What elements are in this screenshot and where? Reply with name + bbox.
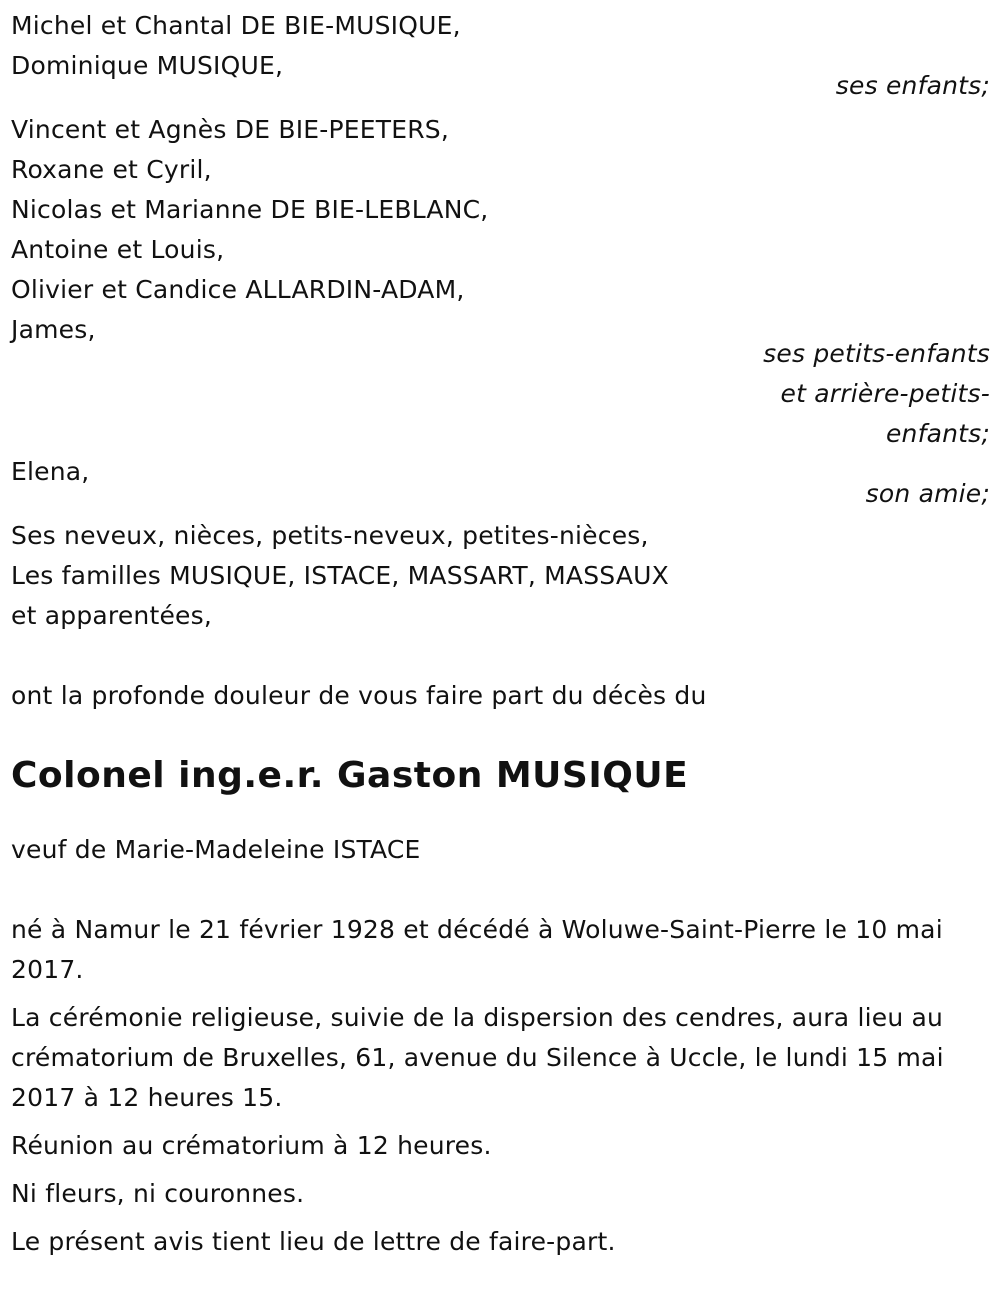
- announcement-text: [11, 676, 990, 716]
- ceremony-line-1: La cérémonie religieuse, suivie de la dispersion des cendres, aura lieu au: [11, 1003, 944, 1032]
- meeting-line: Réunion au crématorium à 12 heures.: [11, 1131, 492, 1160]
- widower-text: [11, 830, 990, 870]
- ceremony-line-3: 2017 à 12 heures 15.: [11, 1083, 283, 1112]
- announcement-line: ont la profonde douleur de vous faire part du décès du: [11, 681, 707, 710]
- birth-death-line-1: né à Namur le 21 février 1928 et décédé à Woluwe-Saint-Pierre le 10 mai: [11, 915, 943, 944]
- grandchild-line-4: Antoine et Louis,: [11, 235, 225, 264]
- ceremony-line-2: crématorium de Bruxelles, 61, avenue du Silence à Uccle, le lundi 15 mai: [11, 1043, 944, 1072]
- grandchild-line-5: Olivier et Candice ALLARDIN-ADAM,: [11, 275, 465, 304]
- grandchild-line-6: James,: [11, 315, 96, 344]
- widower-line: veuf de Marie-Madeleine ISTACE: [11, 835, 421, 864]
- friend-role: son amie;: [865, 479, 990, 508]
- family-block: [11, 516, 990, 636]
- friend-block: [11, 452, 990, 514]
- deceased-name: Colonel ing.e.r. Gaston MUSIQUE: [11, 755, 689, 796]
- birth-death-line-2: 2017.: [11, 955, 84, 984]
- grandchildren-role-line-1: ses petits-enfants: [763, 339, 990, 368]
- flowers-line: Ni fleurs, ni couronnes.: [11, 1179, 305, 1208]
- flowers-text: [11, 1174, 990, 1214]
- grandchild-line-3: Nicolas et Marianne DE BIE-LEBLANC,: [11, 195, 489, 224]
- grandchildren-block: [11, 110, 990, 454]
- grandchildren-role-line-2: et arrière-petits-: [780, 379, 990, 408]
- child-line-1: Michel et Chantal DE BIE-MUSIQUE,: [11, 11, 461, 40]
- ceremony-text: [11, 998, 990, 1118]
- birth-death-text: [11, 910, 990, 990]
- grandchild-line-2: Roxane et Cyril,: [11, 155, 212, 184]
- notice-text: [11, 1222, 990, 1262]
- children-block: [11, 6, 990, 106]
- child-line-2: Dominique MUSIQUE,: [11, 51, 284, 80]
- children-role: ses enfants;: [835, 71, 990, 100]
- meeting-text: [11, 1126, 990, 1166]
- family-line-2: Les familles MUSIQUE, ISTACE, MASSART, MASSAUX: [11, 561, 669, 590]
- family-line-1: Ses neveux, nièces, petits-neveux, petites-nièces,: [11, 521, 649, 550]
- grandchild-line-1: Vincent et Agnès DE BIE-PEETERS,: [11, 115, 450, 144]
- grandchildren-role-line-3: enfants;: [885, 419, 990, 448]
- family-line-3: et apparentées,: [11, 601, 212, 630]
- friend-name: Elena,: [11, 457, 90, 486]
- notice-line: Le présent avis tient lieu de lettre de faire-part.: [11, 1227, 616, 1256]
